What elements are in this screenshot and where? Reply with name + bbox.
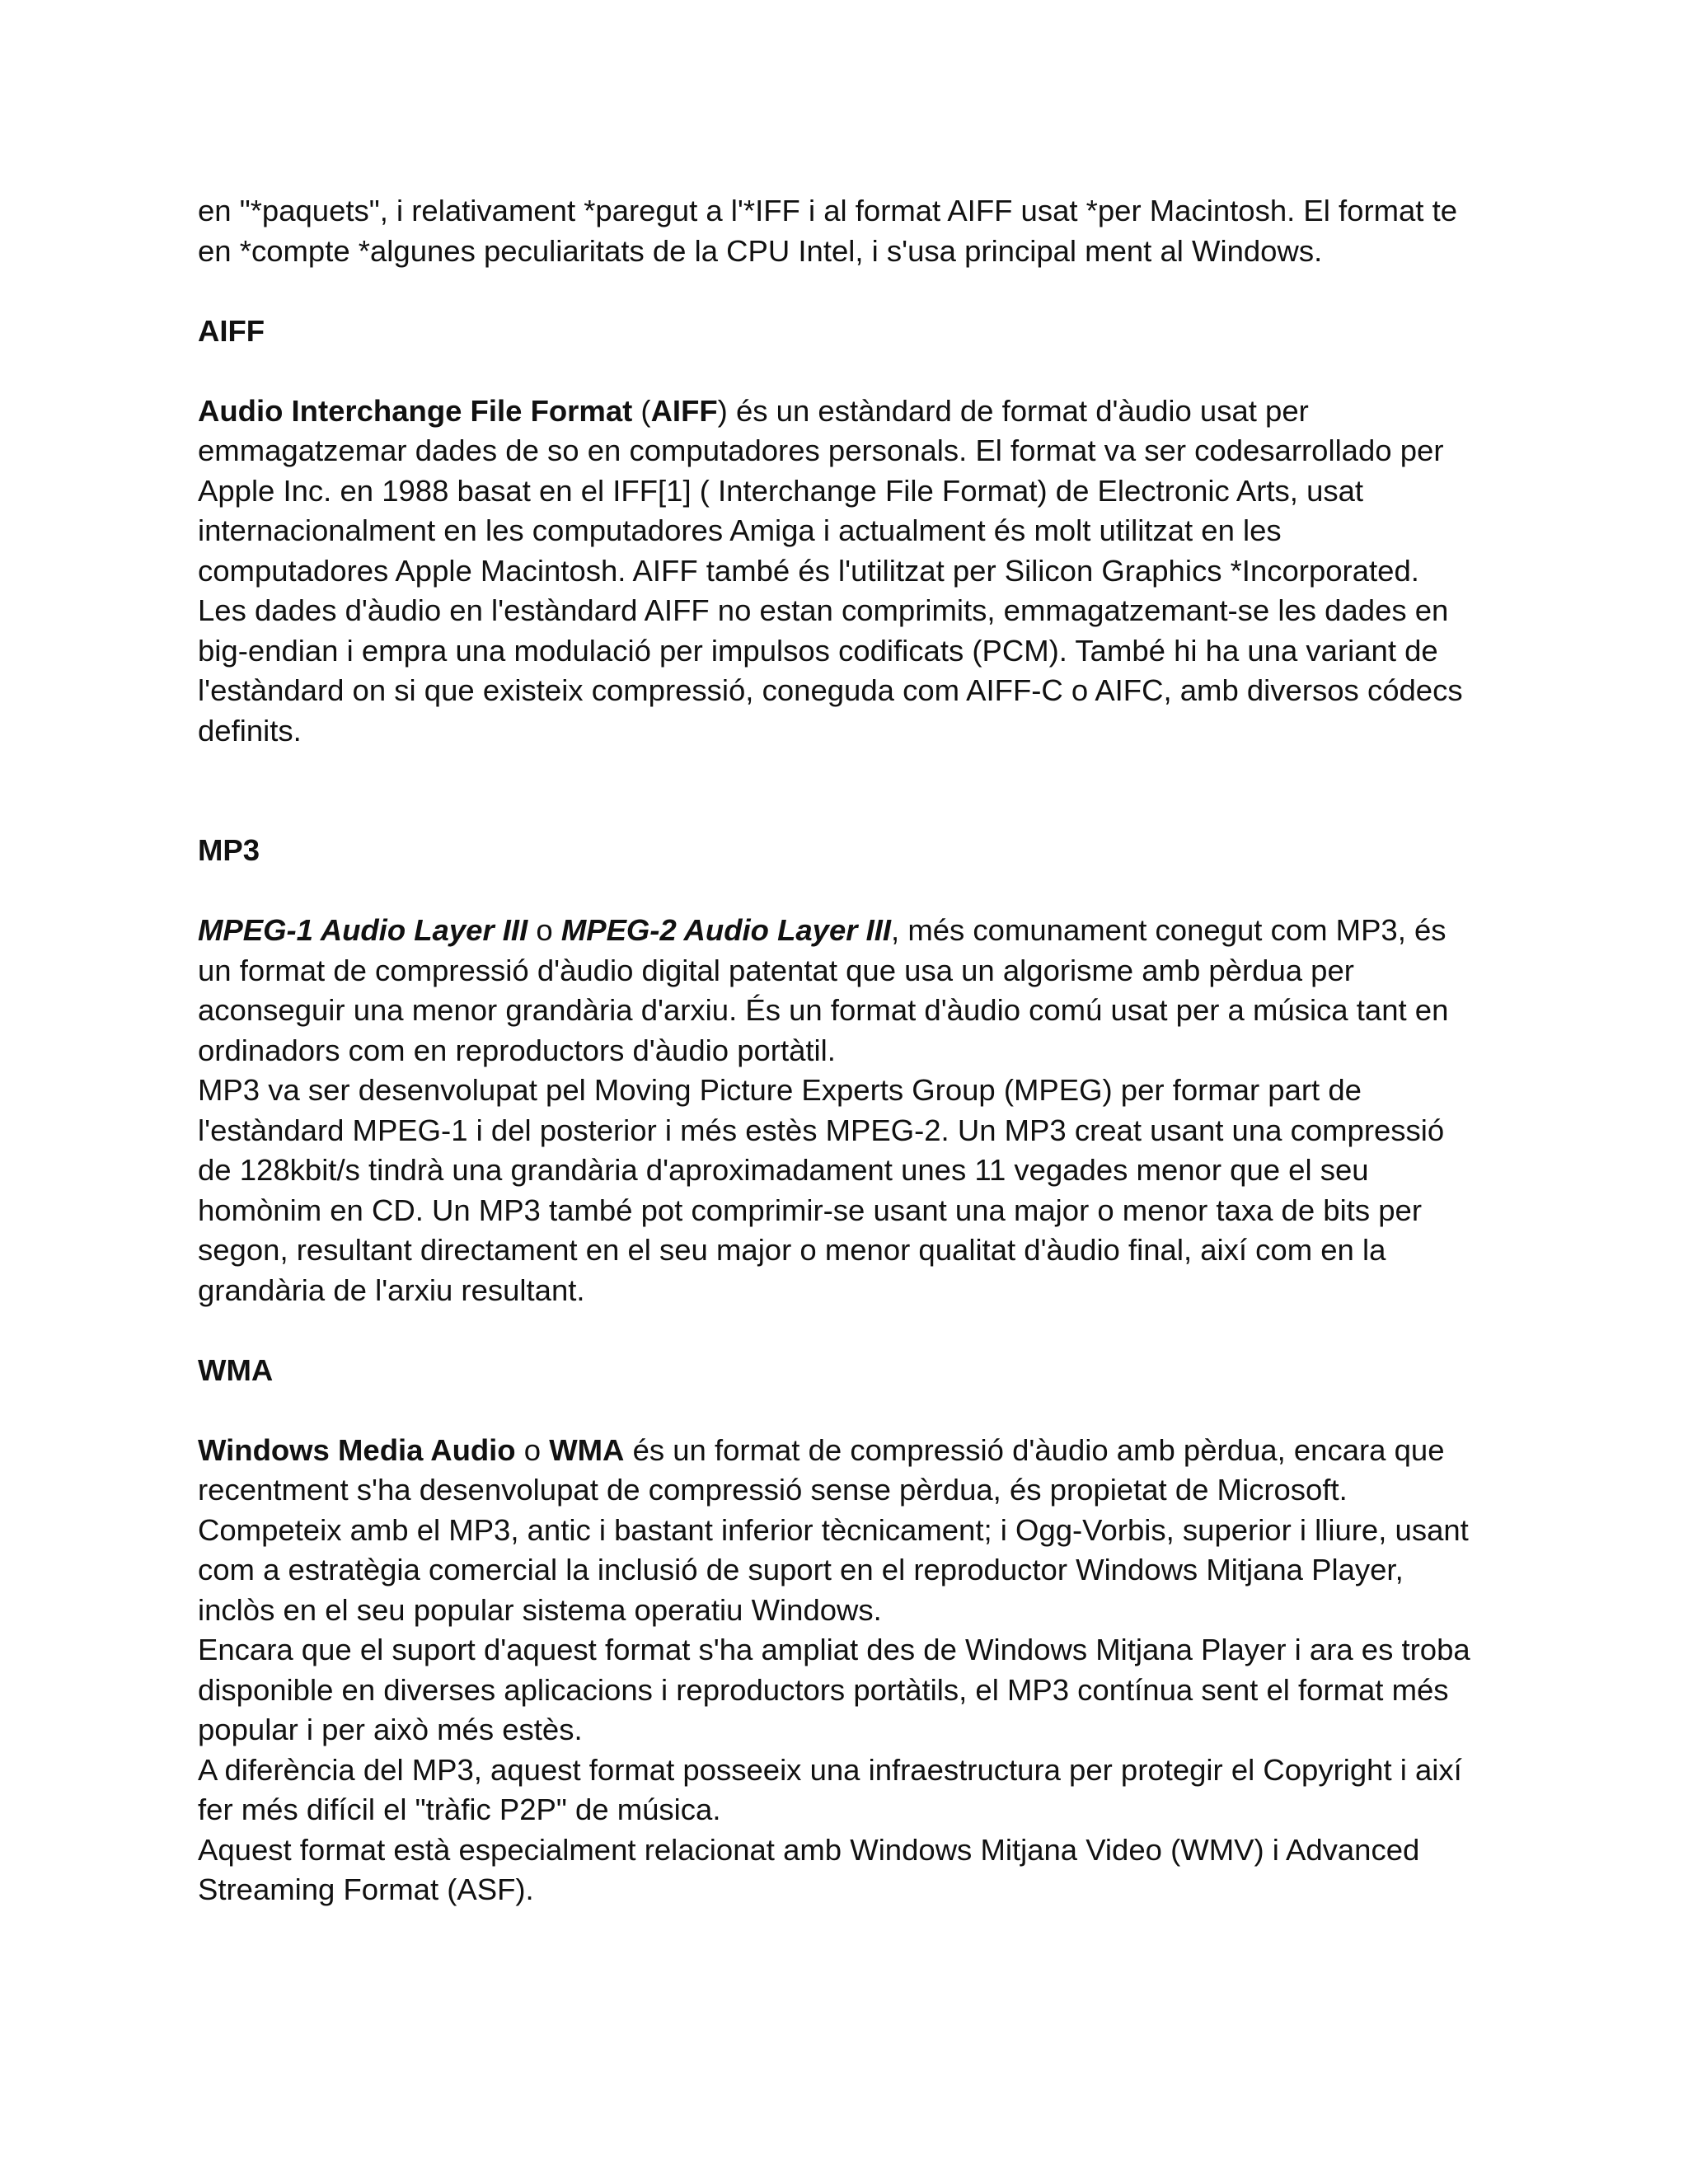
text-line: ordinadors com en reproductors d'àudio portàtil. (198, 1033, 836, 1067)
text-line: l'estàndard on si que existeix compressió, coneguda com AIFF-C o AIFC, amb diversos códecs (198, 673, 1463, 707)
text-line: A diferència del MP3, aquest format posseeix una infraestructura per protegir el Copyright i així (198, 1752, 1462, 1787)
aiff-paragraph (198, 391, 1500, 752)
intro-paragraph (198, 191, 1500, 271)
text-line (198, 911, 1500, 951)
wma-paragraph (198, 1431, 1500, 1910)
section-heading-wma: WMA (198, 1352, 274, 1387)
text-line: emmagatzemar dades de so en computadores personals. El format va ser codesarrollado per (198, 434, 1444, 467)
text-line: Competeix amb el MP3, antic i bastant inferior tècnicament; i Ogg-Vorbis, superior i lliure, usant (198, 1512, 1469, 1547)
text-line: popular i per això més estès. (198, 1713, 583, 1746)
text-line: grandària de l'arxiu resultant. (198, 1272, 585, 1307)
document-page (198, 191, 1500, 1910)
abbr-bold: WMA (549, 1432, 625, 1467)
text-line: de 128kbit/s tindrà una grandària d'aproximadament unes 11 vegades menor que el seu (198, 1153, 1369, 1187)
text-line: definits. (198, 713, 302, 748)
section-heading-aiff: AIFF (198, 313, 265, 348)
text-fragment: ( (632, 393, 651, 428)
abbr-bold: AIFF (650, 393, 718, 428)
text-line: recentment s'ha desenvolupat de compressió sense pèrdua, és propietat de Microsoft. (198, 1473, 1348, 1507)
term-bold-italic: MPEG-2 Audio Layer III (560, 913, 892, 947)
text-line: fer més difícil el "tràfic P2P" de música. (198, 1793, 721, 1826)
term-bold: Audio Interchange File Format (198, 393, 633, 428)
text-line: homònim en CD. Un MP3 també pot comprimir-se usant una major o menor taxa de bits per (198, 1193, 1422, 1227)
text-line: Les dades d'àudio en l'estàndard AIFF no estan comprimits, emmagatzemant-se les dades en (198, 593, 1449, 627)
text-line: inclòs en el seu popular sistema operatiu Windows. (198, 1592, 882, 1627)
text-fragment: o (528, 913, 561, 947)
term-bold: Windows Media Audio (198, 1432, 516, 1467)
text-line: internacionalment en les computadores Amiga i actualment és molt utilitzat en les (198, 513, 1282, 547)
mp3-paragraph (198, 911, 1500, 1310)
text-line: com a estratègia comercial la inclusió de suport en el reproductor Windows Mitjana Player, (198, 1553, 1404, 1586)
text-line: Encara que el suport d'aquest format s'ha ampliat des de Windows Mitjana Player i ara es troba (198, 1633, 1470, 1666)
text-line: big-endian i empra una modulació per impulsos codificats (PCM). També hi ha una variant de (198, 633, 1438, 668)
text-line: un format de compressió d'àudio digital patentat que usa un algorisme amb pèrdua per (198, 953, 1354, 987)
text-line: Streaming Format (ASF). (198, 1872, 534, 1906)
text-line: segon, resultant directament en el seu major o menor qualitat d'àudio final, així com en la (198, 1233, 1386, 1267)
text-line: Aquest format està especialment relacionat amb Windows Mitjana Video (WMV) i Advanced (198, 1832, 1420, 1867)
text-line (198, 391, 1500, 432)
text-fragment: ) és un estàndard de format d'àudio usat per (717, 393, 1309, 428)
term-bold-italic: MPEG-1 Audio Layer III (198, 913, 528, 947)
text-line: aconseguir una menor grandària d'arxiu. És un format d'àudio comú usat per a música tant en (198, 993, 1449, 1027)
text-line: l'estàndard MPEG-1 i del posterior i més estès MPEG-2. Un MP3 creat usant una compressió (198, 1113, 1445, 1147)
text-line (198, 1431, 1500, 1471)
text-fragment: és un format de compressió d'àudio amb pèrdua, encara que (624, 1432, 1445, 1467)
text-fragment: o (515, 1432, 550, 1467)
text-line: en *compte *algunes peculiaritats de la CPU Intel, i s'usa principal ment al Windows. (198, 233, 1323, 268)
section-heading-mp3: MP3 (198, 833, 260, 867)
text-fragment: , més comunament conegut com MP3, és (891, 913, 1447, 947)
text-line: MP3 va ser desenvolupat pel Moving Picture Experts Group (MPEG) per formar part de (198, 1073, 1362, 1107)
text-line: Apple Inc. en 1988 basat en el IFF[1] ( Interchange File Format) de Electronic Arts, usat (198, 473, 1364, 508)
text-line: computadores Apple Macintosh. AIFF també és l'utilitzat per Silicon Graphics *Incorporated. (198, 553, 1419, 588)
text-line: disponible en diverses aplicacions i reproductors portàtils, el MP3 contínua sent el format més (198, 1672, 1449, 1707)
text-line: en "*paquets", i relativament *paregut a l'*IFF i al format AIFF usat *per Macintosh. El format te (198, 194, 1458, 227)
